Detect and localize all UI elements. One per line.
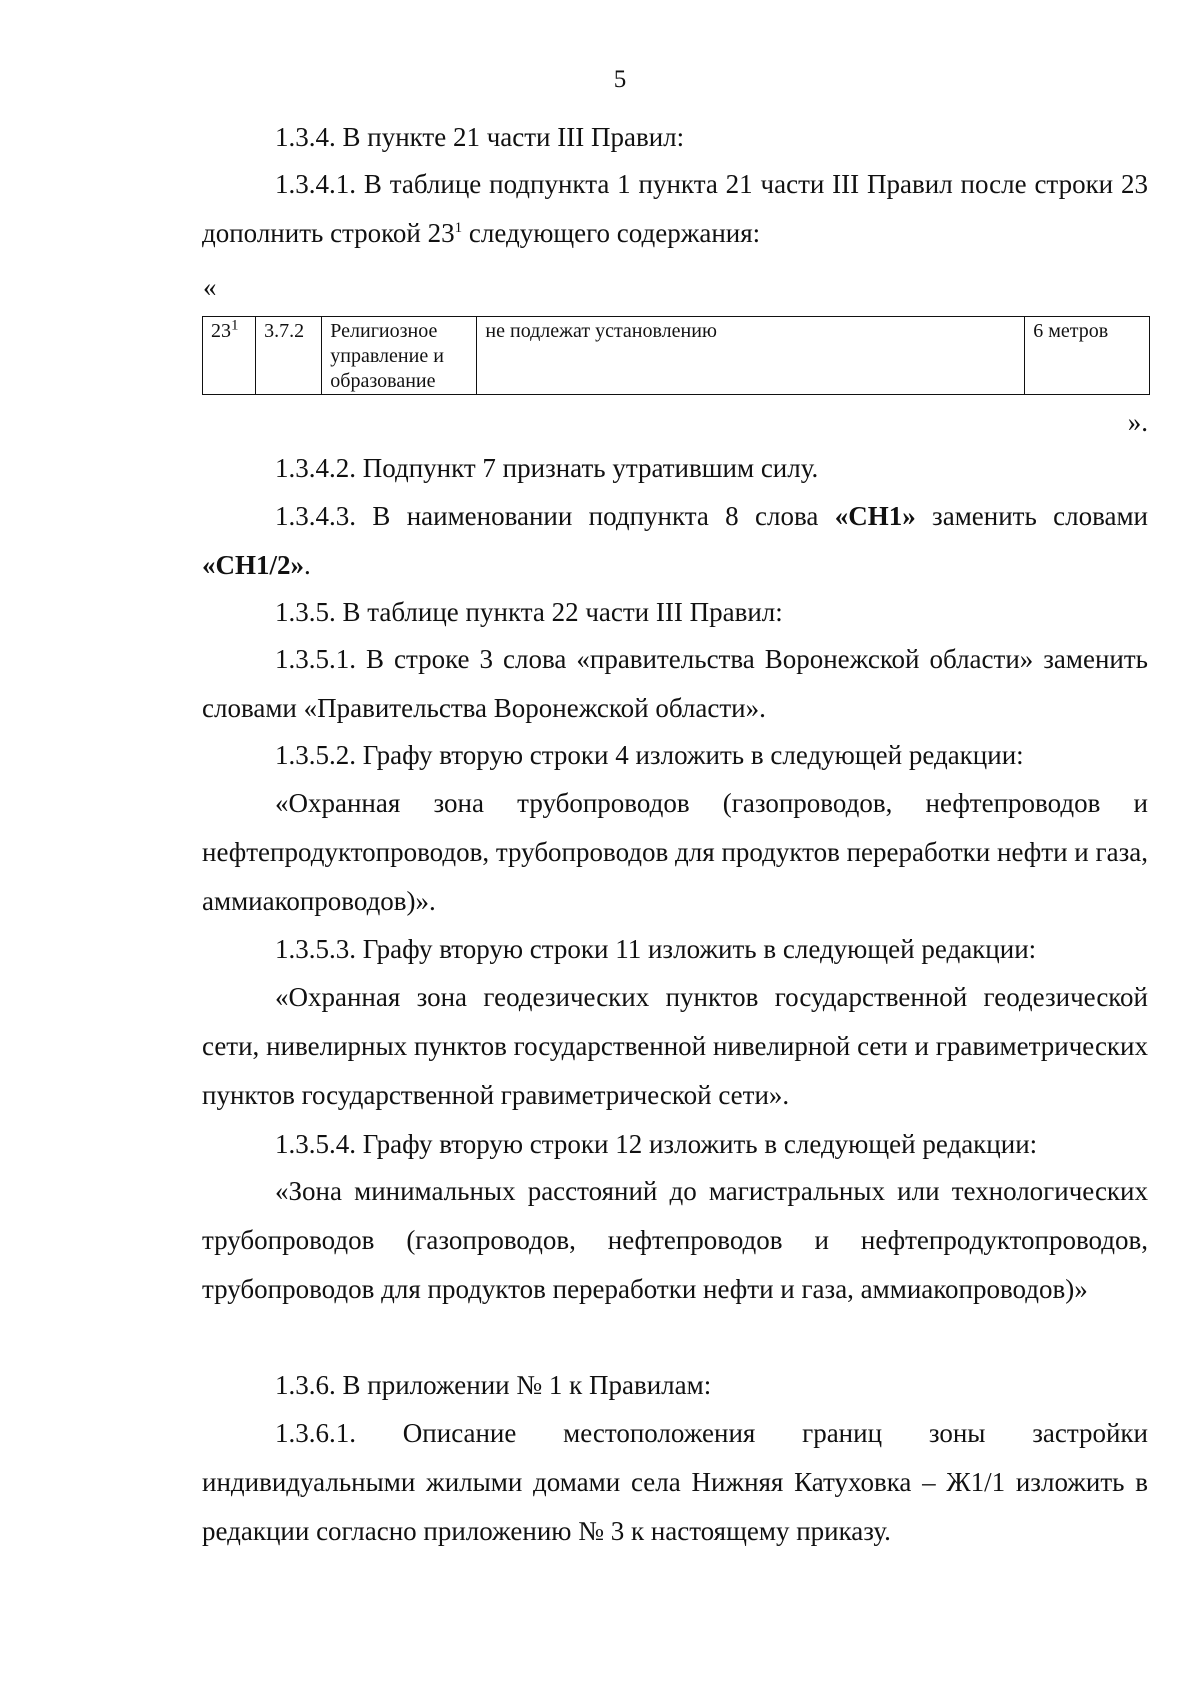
bold-term-sn1-2: «СН1/2» [202,550,305,580]
cell-name: Религиозное управление и образование [322,317,477,395]
table-row [203,317,1150,395]
page-number: 5 [613,66,627,93]
paragraph-1-3-4-3 [202,492,1148,590]
paragraph-1-3-4-2: 1.3.4.2. Подпункт 7 признать утратившим силу. [275,453,819,483]
quote-1-3-5-4: «Зона минимальных расстояний до магистральных или технологических трубопроводов (газопроводов, нефтепроводов и нефтепродуктопроводов, трубопроводов для продуктов переработки нефти и газа, аммиакопроводов)» [202,1176,1148,1304]
quote-1-3-5-2: «Охранная зона трубопроводов (газопроводов, нефтепроводов и нефтепродуктопроводов, трубопроводов для продуктов переработки нефти и газа, аммиакопроводов)». [202,788,1148,916]
paragraph-1-3-4-3-mid: заменить словами [915,501,1148,531]
paragraph-1-3-6-1: 1.3.6.1. Описание местоположения границ зоны застройки индивидуальными жилыми домами села Нижняя Катуховка – Ж1/1 изложить в редакции согласно приложению № 3 к настоящему приказу. [202,1418,1148,1546]
paragraph-1-3-5-2: 1.3.5.2. Графу вторую строки 4 изложить в следующей редакции: [275,740,1024,770]
row-number: 23 [211,320,231,342]
paragraph-1-3-4: 1.3.4. В пункте 21 части III Правил: [275,122,685,152]
paragraph-1-3-4-1-tail: следующего содержания: [462,218,761,248]
opening-quote: « [203,272,217,302]
quote-1-3-5-3: «Охранная зона геодезических пунктов государственной геодезической сети, нивелирных пунктов государственной нивелирной сети и гравиметрических пунктов государственной гравиметрической сети». [202,982,1148,1110]
bold-term-sn1: «СН1» [834,501,916,531]
superscript: 1 [454,220,463,236]
inserted-row-table [202,316,1150,395]
paragraph-1-3-4-3-end: . [304,550,311,580]
paragraph-1-3-4-1 [202,160,1148,258]
paragraph-1-3-4-3-text: 1.3.4.3. В наименовании подпункта 8 слова [275,501,835,531]
cell-code: 3.7.2 [256,317,322,395]
paragraph-1-3-5-1: 1.3.5.1. В строке 3 слова «правительства Воронежской области» заменить словами «Правительства Воронежской области». [202,644,1148,723]
cell-number [203,317,256,395]
paragraph-1-3-6: 1.3.6. В приложении № 1 к Правилам: [275,1370,712,1400]
paragraph-1-3-5: 1.3.5. В таблице пункта 22 части III Правил: [275,597,783,627]
closing-quote: ». [1127,407,1148,437]
paragraph-1-3-5-4: 1.3.5.4. Графу вторую строки 12 изложить в следующей редакции: [275,1129,1038,1159]
paragraph-1-3-5-3: 1.3.5.3. Графу вторую строки 11 изложить в следующей редакции: [275,934,1037,964]
row-number-superscript: 1 [231,317,239,334]
cell-params: не подлежат установлению [477,317,1025,395]
paragraph-1-3-4-1-text: 1.3.4.1. В таблице подпункта 1 пункта 21 части III Правил после строки 23 дополнить строкой 23 [202,169,1148,248]
cell-distance: 6 метров [1025,317,1150,395]
